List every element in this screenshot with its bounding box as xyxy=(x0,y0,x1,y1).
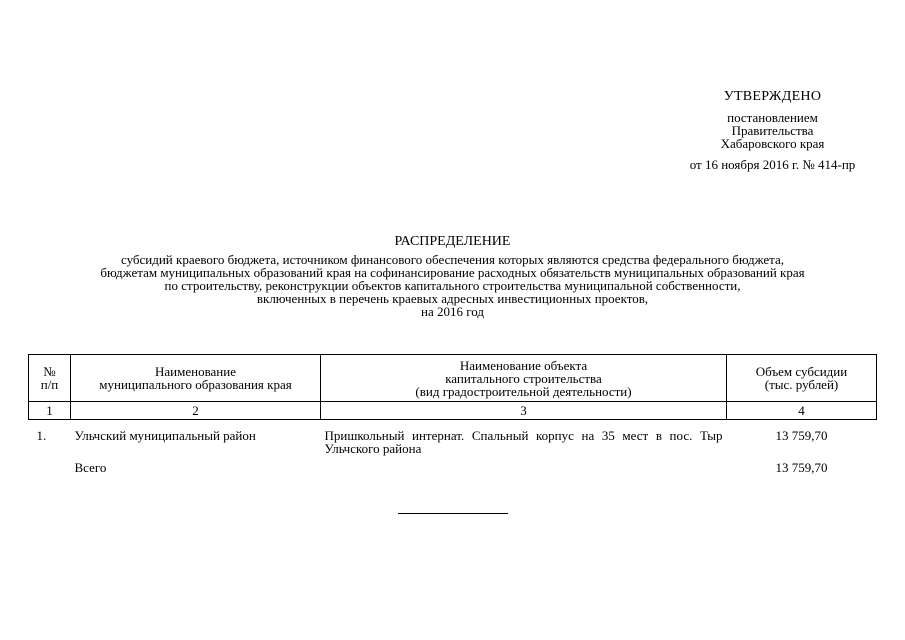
table-header-row xyxy=(29,355,877,402)
column-number-3: 3 xyxy=(321,402,727,420)
column-number-row xyxy=(29,402,877,420)
approval-line-2: Правительства xyxy=(731,123,814,138)
column-number-4: 4 xyxy=(727,402,877,420)
column-number-1: 1 xyxy=(29,402,71,420)
table-row xyxy=(29,420,877,458)
header-object-line-3: (вид градостроительной деятельности) xyxy=(415,383,632,399)
end-of-document-line xyxy=(398,513,508,514)
header-amount xyxy=(727,355,877,402)
title-line-1: субсидий краевого бюджета, источником финансового обеспечения которых являются средства федерального бюджета, xyxy=(120,252,785,267)
row-number: 1. xyxy=(36,428,47,443)
title-line-2: бюджетам муниципальных образований края на софинансирование расходных обязательств муниципальных образований края xyxy=(100,265,805,280)
header-municipality-line-2: муниципального образования края xyxy=(99,377,292,392)
row-municipality: Ульчский муниципальный район xyxy=(74,428,256,443)
total-row xyxy=(29,457,877,474)
document-heading: РАСПРЕДЕЛЕНИЕ xyxy=(394,234,511,249)
total-amount: 13 759,70 xyxy=(775,460,828,475)
document-title-block xyxy=(30,235,875,318)
approval-block xyxy=(660,90,885,171)
title-line-3: по строительству, реконструкции объектов капитального строительства муниципальной собственности, xyxy=(164,278,741,293)
row-amount: 13 759,70 xyxy=(775,428,828,443)
header-num-line-2: п/п xyxy=(40,377,59,392)
title-line-4: включенных в перечень краевых адресных инвестиционных проектов, xyxy=(256,291,649,306)
total-label: Всего xyxy=(74,460,107,475)
total-object-spacer xyxy=(321,457,727,474)
title-line-5: на 2016 год xyxy=(421,304,484,319)
header-amount-line-1: Объем субсидии xyxy=(755,364,848,379)
header-municipality xyxy=(71,355,321,402)
approval-stamp: УТВЕРЖДЕНО xyxy=(723,89,822,104)
total-spacer xyxy=(29,457,71,474)
row-object: Пришкольный интернат. Спальный корпус на 35 мест в пос. Тыр Ульчского района xyxy=(324,428,723,456)
approval-line-3: Хабаровского края xyxy=(720,136,825,151)
header-municipality-line-1: Наименование xyxy=(155,364,236,379)
header-amount-line-2: (тыс. рублей) xyxy=(764,377,839,392)
column-number-2: 2 xyxy=(71,402,321,420)
header-num-line-1: № xyxy=(43,364,56,379)
header-object-line-1: Наименование объекта xyxy=(459,357,588,373)
approval-line-1: постановлением xyxy=(727,110,818,125)
distribution-table xyxy=(28,354,877,474)
header-num xyxy=(29,355,71,402)
header-object xyxy=(321,355,727,402)
header-object-line-2: капитального строительства xyxy=(445,370,602,386)
approval-date: от 16 ноября 2016 г. № 414-пр xyxy=(689,157,856,172)
